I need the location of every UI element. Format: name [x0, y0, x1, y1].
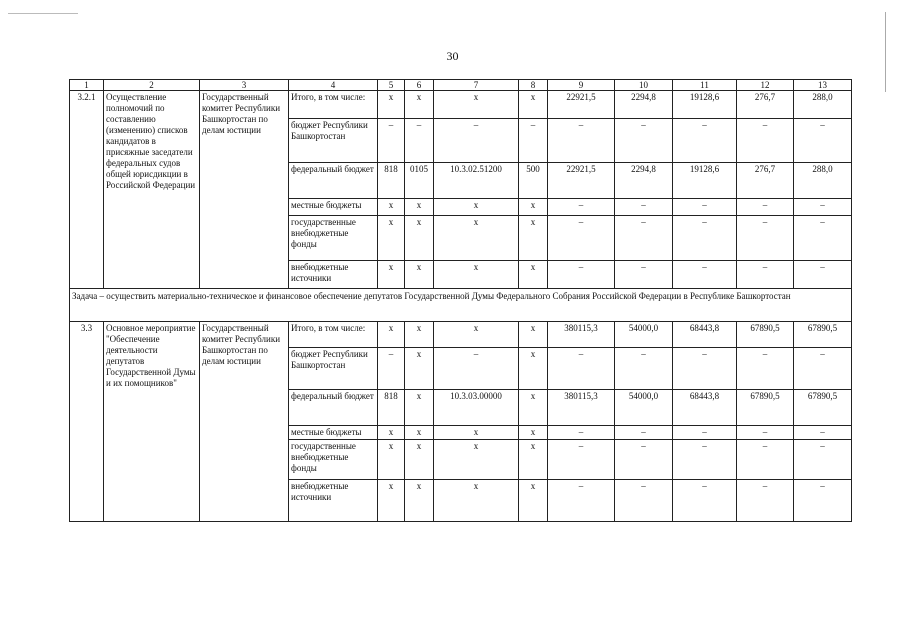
cell-value: –: [548, 440, 615, 480]
cell-value: х: [519, 216, 548, 261]
cell-value: 19128,6: [673, 91, 737, 119]
item-executor: Государственный комитет Республики Башкортостан по делам юстиции: [200, 322, 289, 522]
cell-value: –: [673, 348, 737, 390]
cell-value: х: [519, 322, 548, 348]
item-name: Осуществление полномочий по составлению (изменению) списков кандидатов в присяжные заседатели федеральных судов общей юрисдикции в Российской Федерации: [104, 91, 200, 289]
funding-source: государственные внебюджетные фонды: [289, 216, 378, 261]
funding-source: федеральный бюджет: [289, 163, 378, 199]
cell-value: –: [615, 216, 673, 261]
cell-value: –: [673, 480, 737, 522]
cell-value: 0105: [405, 163, 434, 199]
col-header: 8: [519, 80, 548, 91]
funding-source: Итого, в том числе:: [289, 91, 378, 119]
cell-value: –: [673, 199, 737, 216]
funding-source: федеральный бюджет: [289, 390, 378, 426]
cell-value: –: [737, 119, 794, 163]
cell-value: х: [434, 91, 519, 119]
cell-value: 10.3.02.51200: [434, 163, 519, 199]
cell-value: –: [548, 261, 615, 289]
cell-value: х: [519, 390, 548, 426]
cell-value: 288,0: [794, 163, 852, 199]
cell-value: –: [673, 426, 737, 440]
cell-value: х: [519, 261, 548, 289]
cell-value: –: [615, 119, 673, 163]
cell-value: –: [615, 480, 673, 522]
cell-value: –: [434, 119, 519, 163]
cell-value: –: [519, 119, 548, 163]
cell-value: х: [405, 348, 434, 390]
cell-value: –: [673, 119, 737, 163]
cell-value: –: [794, 119, 852, 163]
col-header: 11: [673, 80, 737, 91]
funding-source: местные бюджеты: [289, 426, 378, 440]
col-header: 5: [378, 80, 405, 91]
item-executor: Государственный комитет Республики Башкортостан по делам юстиции: [200, 91, 289, 289]
cell-value: х: [405, 216, 434, 261]
cell-value: –: [737, 261, 794, 289]
cell-value: –: [794, 348, 852, 390]
cell-value: х: [434, 261, 519, 289]
cell-value: 68443,8: [673, 322, 737, 348]
cell-value: –: [737, 440, 794, 480]
cell-value: –: [615, 199, 673, 216]
cell-value: –: [794, 426, 852, 440]
cell-value: –: [378, 348, 405, 390]
col-header: 6: [405, 80, 434, 91]
cell-value: х: [405, 480, 434, 522]
cell-value: –: [548, 426, 615, 440]
cell-value: х: [519, 480, 548, 522]
cell-value: х: [378, 261, 405, 289]
cell-value: –: [548, 199, 615, 216]
cell-value: 2294,8: [615, 163, 673, 199]
cell-value: –: [673, 216, 737, 261]
cell-value: –: [615, 440, 673, 480]
col-header: 13: [794, 80, 852, 91]
col-header: 1: [70, 80, 104, 91]
funding-source: государственные внебюджетные фонды: [289, 440, 378, 480]
funding-source: внебюджетные источники: [289, 480, 378, 522]
page-number: 30: [446, 49, 459, 63]
funding-source: местные бюджеты: [289, 199, 378, 216]
cell-value: х: [405, 426, 434, 440]
cell-value: 500: [519, 163, 548, 199]
cell-value: 818: [378, 390, 405, 426]
cell-value: х: [405, 440, 434, 480]
cell-value: х: [378, 440, 405, 480]
cell-value: 54000,0: [615, 390, 673, 426]
cell-value: х: [434, 440, 519, 480]
task-row: [70, 289, 852, 322]
funding-source: Итого, в том числе:: [289, 322, 378, 348]
col-header: 4: [289, 80, 378, 91]
cell-value: 10.3.03.00000: [434, 390, 519, 426]
cell-value: –: [434, 348, 519, 390]
cell-value: –: [615, 261, 673, 289]
col-header: 12: [737, 80, 794, 91]
cell-value: х: [434, 480, 519, 522]
cell-value: х: [378, 322, 405, 348]
item-code: 3.3: [70, 322, 104, 522]
cell-value: 19128,6: [673, 163, 737, 199]
funding-source: бюджет Республики Башкортостан: [289, 119, 378, 163]
cell-value: х: [434, 199, 519, 216]
col-header: 10: [615, 80, 673, 91]
cell-value: –: [737, 480, 794, 522]
cell-value: –: [794, 261, 852, 289]
col-header: 2: [104, 80, 200, 91]
cell-value: –: [794, 199, 852, 216]
cell-value: 22921,5: [548, 91, 615, 119]
cell-value: х: [519, 199, 548, 216]
col-header: 7: [434, 80, 519, 91]
cell-value: 67890,5: [737, 322, 794, 348]
col-header: 3: [200, 80, 289, 91]
col-header: 9: [548, 80, 615, 91]
cell-value: х: [434, 426, 519, 440]
cell-value: –: [548, 216, 615, 261]
cell-value: х: [378, 216, 405, 261]
cell-value: х: [434, 216, 519, 261]
cell-value: 380115,3: [548, 390, 615, 426]
funding-source: бюджет Республики Башкортостан: [289, 348, 378, 390]
cell-value: –: [615, 348, 673, 390]
cell-value: 67890,5: [794, 322, 852, 348]
cell-value: –: [794, 440, 852, 480]
cell-value: –: [405, 119, 434, 163]
cell-value: –: [548, 348, 615, 390]
cell-value: 22921,5: [548, 163, 615, 199]
cell-value: х: [405, 261, 434, 289]
cell-value: 288,0: [794, 91, 852, 119]
cell-value: х: [405, 322, 434, 348]
cell-value: х: [519, 440, 548, 480]
budget-table: [69, 79, 852, 522]
item-code: 3.2.1: [70, 91, 104, 289]
table-row: [70, 91, 852, 119]
cell-value: –: [548, 119, 615, 163]
cell-value: –: [794, 216, 852, 261]
cell-value: –: [548, 480, 615, 522]
cell-value: –: [673, 440, 737, 480]
cell-value: –: [378, 119, 405, 163]
cell-value: х: [434, 322, 519, 348]
cell-value: х: [405, 390, 434, 426]
cell-value: х: [519, 426, 548, 440]
cell-value: х: [378, 426, 405, 440]
cell-value: –: [737, 348, 794, 390]
funding-source: внебюджетные источники: [289, 261, 378, 289]
cell-value: 67890,5: [737, 390, 794, 426]
cell-value: 2294,8: [615, 91, 673, 119]
cell-value: х: [378, 91, 405, 119]
cell-value: х: [378, 480, 405, 522]
cell-value: х: [405, 199, 434, 216]
cell-value: 818: [378, 163, 405, 199]
task-text: Задача – осуществить материально-техническое и финансовое обеспечение депутатов Государственной Думы Федерального Собрания Российской Федерации в Республике Башкортостан: [70, 289, 852, 322]
cell-value: –: [737, 199, 794, 216]
scan-artifact-line: [8, 13, 78, 14]
cell-value: 276,7: [737, 163, 794, 199]
item-name: Основное мероприятие "Обеспечение деятельности депутатов Государственной Думы и их помощников": [104, 322, 200, 522]
cell-value: х: [405, 91, 434, 119]
cell-value: 380115,3: [548, 322, 615, 348]
cell-value: х: [519, 91, 548, 119]
cell-value: 276,7: [737, 91, 794, 119]
cell-value: х: [519, 348, 548, 390]
cell-value: –: [673, 261, 737, 289]
cell-value: –: [737, 216, 794, 261]
cell-value: 67890,5: [794, 390, 852, 426]
cell-value: 54000,0: [615, 322, 673, 348]
header-row: [70, 80, 852, 91]
cell-value: –: [794, 480, 852, 522]
cell-value: –: [737, 426, 794, 440]
cell-value: 68443,8: [673, 390, 737, 426]
table-row: [70, 322, 852, 348]
cell-value: –: [615, 426, 673, 440]
cell-value: х: [378, 199, 405, 216]
